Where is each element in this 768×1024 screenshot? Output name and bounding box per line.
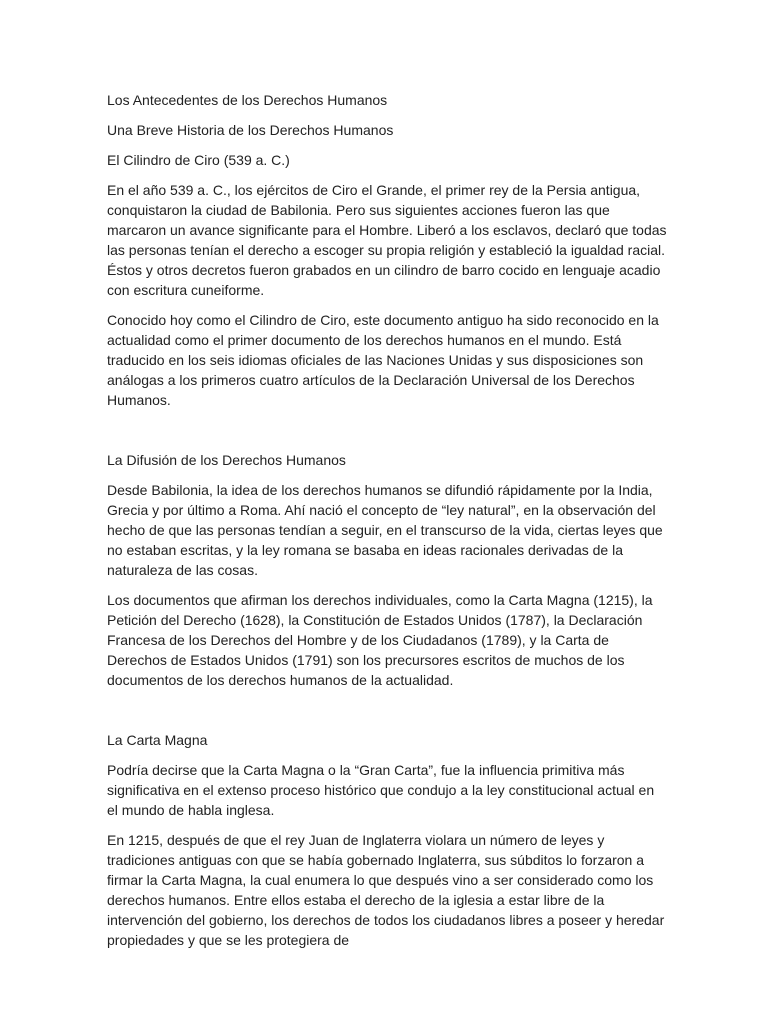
paragraph: En 1215, después de que el rey Juan de Inglaterra violara un número de leyes y tradiciones antiguas con que se había gobernado Inglaterra, sus súbditos lo forzaron a firmar la Carta Magna, la cual enumera lo que después vino a ser considerado como los derechos humanos. Entre ellos estaba el derecho de la iglesia a estar libre de la intervención del gobierno, los derechos de todos los ciudadanos libres a poseer y heredar propiedades y que se les protegiera de <box>107 832 665 948</box>
document-page <box>107 90 667 960</box>
section-spacer <box>107 700 667 730</box>
paragraph: En el año 539 a. C., los ejércitos de Ciro el Grande, el primer rey de la Persia antigua, conquistaron la ciudad de Babilonia. Pero sus siguientes acciones fueron las que marcaron un avance significante para el Hombre. Liberó a los esclavos, declaró que todas las personas tenían el derecho a escoger su propia religión y estableció la igualdad racial. Éstos y otros decretos fueron grabados en un cilindro de barro cocido en lenguaje acadio con escritura cuneiforme. <box>107 182 667 298</box>
paragraph: Podría decirse que la Carta Magna o la “Gran Carta”, fue la influencia primitiva más significativa en el extenso proceso histórico que condujo a la ley constitucional actual en el mundo de habla inglesa. <box>107 762 655 818</box>
paragraph: Los documentos que afirman los derechos individuales, como la Carta Magna (1215), la Petición del Derecho (1628), la Constitución de Estados Unidos (1787), la Declaración Francesa de los Derechos del Hombre y de los Ciudadanos (1789), y la Carta de Derechos de Estados Unidos (1791) son los precursores escritos de muchos de los documentos de los derechos humanos de la actualidad. <box>107 592 653 688</box>
section-spacer <box>107 420 667 450</box>
section-heading-difusion: La Difusión de los Derechos Humanos <box>107 452 346 468</box>
paragraph: Conocido hoy como el Cilindro de Ciro, este documento antiguo ha sido reconocido en la actualidad como el primer documento de los derechos humanos en el mundo. Está traducido en los seis idiomas oficiales de las Naciones Unidas y sus disposiciones son análogas a los primeros cuatro artículos de la Declaración Universal de los Derechos Humanos. <box>107 312 659 408</box>
section-heading-carta-magna: La Carta Magna <box>107 732 208 748</box>
paragraph: Desde Babilonia, la idea de los derechos humanos se difundió rápidamente por la India, Grecia y por último a Roma. Ahí nació el concepto de “ley natural”, en la observación del hecho de que las personas tendían a seguir, en el transcurso de la vida, ciertas leyes que no estaban escritas, y la ley romana se basaba en ideas racionales derivadas de la naturaleza de las cosas. <box>107 482 663 578</box>
document-subtitle: Una Breve Historia de los Derechos Humanos <box>107 122 394 138</box>
document-title: Los Antecedentes de los Derechos Humanos <box>107 92 388 108</box>
section-heading-cilindro: El Cilindro de Ciro (539 a. C.) <box>107 152 290 168</box>
